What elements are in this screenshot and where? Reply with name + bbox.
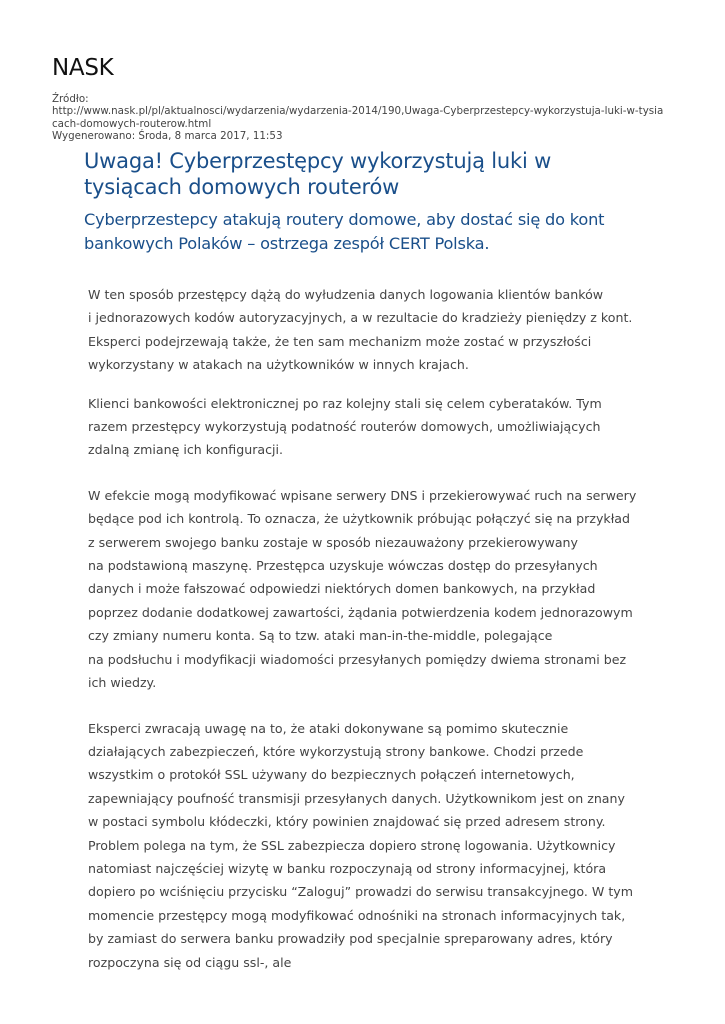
generated-date: Wygenerowano: Środa, 8 marca 2017, 11:53	[52, 130, 283, 143]
paragraph-line: zdalną zmianę ich konfiguracji.	[88, 442, 284, 458]
paragraph-line: na podstawioną maszynę. Przestępca uzyskuje wówczas dostęp do przesyłanych	[88, 558, 598, 574]
paragraph-line: poprzez dodanie dodatkowej zawartości, żądania potwierdzenia kodem jednorazowym	[88, 604, 633, 620]
lead-line: Cyberprzestepcy atakują routery domowe, aby dostać się do kont	[84, 210, 605, 229]
paragraph-line: ich wiedzy.	[88, 675, 157, 691]
paragraph-line: danych i może fałszować odpowiedzi niektórych domen bankowych, na przykład	[88, 581, 596, 597]
lead-line: bankowych Polaków – ostrzega zespół CERT Polska.	[84, 234, 490, 253]
paragraph-line: Problem polega na tym, że SSL zabezpiecza dopiero stronę logowania. Użytkownicy	[88, 837, 616, 853]
paragraph-line: na podsłuchu i modyfikacji wiadomości przesyłanych pomiędzy dwiema stronami bez	[88, 651, 627, 667]
paragraph-line: w postaci symbolu kłódeczki, który powinien znajdować się przed adresem strony.	[88, 814, 606, 830]
paragraph-line: Eksperci zwracają uwagę na to, że ataki dokonywane są pomimo skutecznie	[88, 720, 569, 736]
paragraph-line: działających zabezpieczeń, które wykorzystują strony bankowe. Chodzi przede	[88, 743, 584, 759]
paragraph-line: wszystkim o protokół SSL używany do bezpiecznych połączeń internetowych,	[88, 767, 575, 783]
paragraph-line: momencie przestępcy mogą modyfikować odnośniki na stronach informacyjnych tak,	[88, 907, 626, 923]
source-label: Źródło:	[52, 93, 89, 105]
paragraph-line: W ten sposób przestępcy dążą do wyłudzenia danych logowania klientów banków	[88, 287, 604, 302]
paragraph	[88, 717, 688, 974]
source-url-line: cach-domowych-routerow.html	[52, 117, 212, 130]
title-line: Uwaga! Cyberprzestępcy wykorzystują luki w	[84, 149, 552, 173]
article-title	[84, 148, 644, 200]
paragraph	[88, 392, 688, 462]
article-body	[88, 283, 688, 974]
article-lead	[84, 208, 674, 256]
paragraph-line: będące pod ich kontrolą. To oznacza, że użytkownik próbując połączyć się na przykład	[88, 511, 630, 527]
paragraph-line: Klienci bankowości elektronicznej po raz kolejny stali się celem cyberataków. Tym	[88, 395, 602, 411]
paragraph-line: wykorzystany w atakach na użytkowników w innych krajach.	[88, 357, 469, 373]
paragraph-line: czy zmiany numeru konta. Są to tzw. ataki man-in-the-middle, polegające	[88, 628, 553, 644]
paragraph-line: by zamiast do serwera banku prowadziły pod specjalnie spreparowany adres, który	[88, 931, 613, 947]
paragraph	[88, 283, 688, 377]
source-meta	[52, 93, 677, 143]
site-name: NASK	[52, 55, 114, 81]
paragraph-line: dopiero po wciśnięciu przycisku “Zaloguj” prowadzi do serwisu transakcyjnego. W tym	[88, 884, 633, 900]
paragraph	[88, 484, 688, 695]
paragraph-line: razem przestępcy wykorzystują podatność routerów domowych, umożliwiających	[88, 419, 601, 435]
paragraph-line: z serwerem swojego banku zostaje w sposób niezauważony przekierowywany	[88, 534, 578, 550]
paragraph-line: W efekcie mogą modyfikować wpisane serwery DNS i przekierowywać ruch na serwery	[88, 487, 637, 503]
paragraph-line: natomiast najczęściej wizytę w banku rozpoczynają od strony informacyjnej, która	[88, 860, 607, 876]
paragraph-line: zapewniający poufność transmisji przesyłanych danych. Użytkownikom jest on znany	[88, 790, 625, 806]
paragraph-line: rozpoczyna się od ciągu ssl-, ale	[88, 954, 292, 970]
paragraph-line: i jednorazowych kodów autoryzacyjnych, a w rezultacie do kradzieży pieniędzy z kont.	[88, 310, 633, 326]
source-url-line: http://www.nask.pl/pl/aktualnosci/wydarzenia/wydarzenia-2014/190,Uwaga-Cyberprzestepcy-wykorzystuja-luki-w-tysia	[52, 105, 664, 118]
paragraph-line: Eksperci podejrzewają także, że ten sam mechanizm może zostać w przyszłości	[88, 333, 592, 349]
title-line: tysiącach domowych routerów	[84, 175, 400, 199]
